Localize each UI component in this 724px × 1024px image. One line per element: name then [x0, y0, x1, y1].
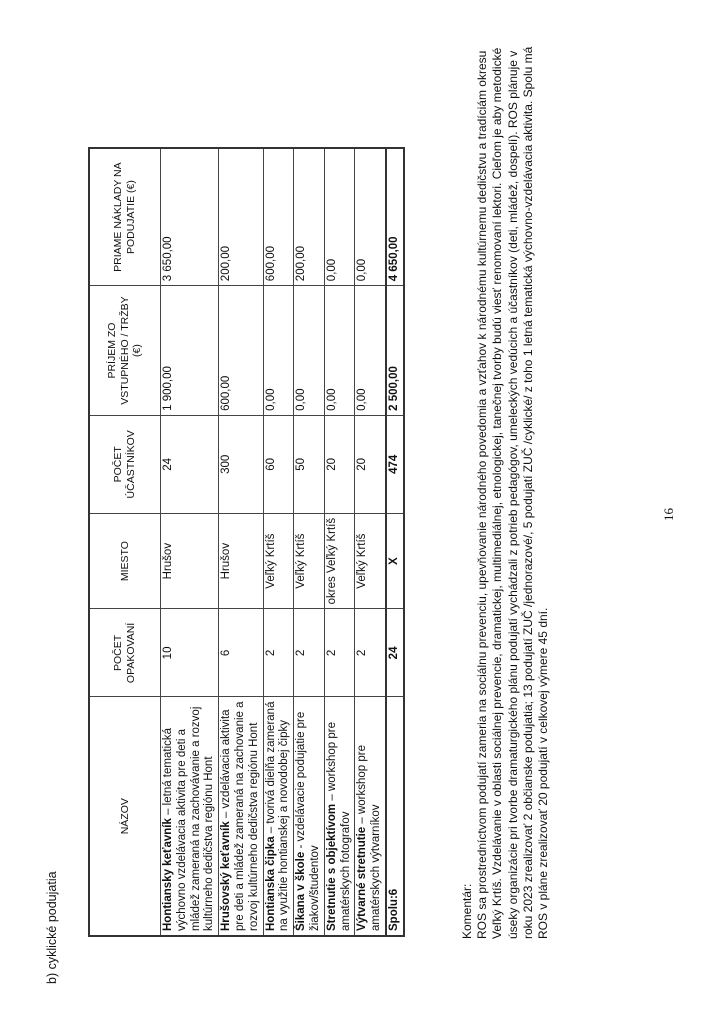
event-title: Hrušovský keťavník [220, 821, 233, 931]
comment-text: ROS sa prostredníctvom podujatí zameria na sociálnu prevenciu, upevňovanie národného povedomia a vzťahov k národnému kultúrnemu dedičstvu a tradíciám okresu Veľký Krtíš. Vzdelávanie v oblasti sociálnej prevencie, dramatickej, multimediálnej, etnologickej, tanečnej tvorby budú viesť renomovaní lektori. Cieľom je aby metodické úseky organizácie pri tvorbe dramaturgického plánu podujatí vychádzali z potrieb pedagógov, umeleckých vedúcich a účastníkov (deti, mládež, dospelí). ROS plánuje v roku 2023 zrealizovať 2 občianske podujatia; 13 podujatí ZUČ /jednorazové/, 5 podujatí ZUČ /cyklické/ z toho 1 letná tematická výchovno-vzdelávacia aktivita. Spolu má ROS v pláne zrealizovať 20 podujatí v celkovej výmere 45 dní. [475, 46, 551, 939]
cell-name [324, 697, 355, 936]
cell-participants: 24 [161, 415, 219, 513]
cell-costs: 200,00 [294, 148, 325, 286]
table-total-row [386, 148, 404, 936]
event-description: – workshop pre amatérskych výtvarníkov [356, 744, 383, 931]
total-costs: 4 650,00 [386, 148, 404, 286]
event-title: Stretnutie s objektívom [325, 803, 338, 931]
header-income: PRÍJEM ZO VSTUPNÉHO / TRŽBY (€) [89, 286, 161, 416]
cell-place: Hrušov [219, 513, 263, 609]
table-row [219, 148, 263, 936]
cell-repetitions: 2 [324, 609, 355, 697]
cell-costs: 200,00 [219, 148, 263, 286]
event-title: Šikana v škole [295, 851, 308, 931]
cell-name [355, 697, 386, 936]
event-title: Výtvarné stretnutie [356, 826, 369, 931]
cell-income: 0,00 [324, 286, 355, 416]
event-description: - vzdelávacie podujatie pre žiakov/študentov [295, 711, 321, 931]
cell-costs: 3 650,00 [161, 148, 219, 286]
cell-place: Veľký Krtíš [355, 513, 386, 609]
event-description: – letná tematická výchovno vzdelávacia aktivita pre deti a mládež zameraná na zachovávanie a rozvoj kultúrneho dedičstva regiónu Hont [162, 706, 216, 931]
cell-name [219, 697, 263, 936]
comment-label: Komentár: [460, 883, 474, 939]
page-number: 16 [661, 508, 676, 521]
cell-place: Hrušov [161, 513, 219, 609]
table-row [294, 148, 325, 936]
cell-repetitions: 6 [219, 609, 263, 697]
table-row [324, 148, 355, 936]
total-place: X [386, 513, 404, 609]
table-row [355, 148, 386, 936]
cell-income: 1 900,00 [161, 286, 219, 416]
section-heading: b) cyklické podujatia [45, 871, 59, 984]
event-title: Hontianska čipka [264, 836, 277, 931]
event-description: – tvorivá dielňa zameraná na využitie hontianskej a novodobej čipky [264, 701, 291, 931]
cell-participants: 300 [219, 415, 263, 513]
cell-income: 0,00 [294, 286, 325, 416]
header-name: NÁZOV [89, 697, 161, 936]
cell-name [161, 697, 219, 936]
total-repetitions: 24 [386, 609, 404, 697]
cell-participants: 50 [294, 415, 325, 513]
header-place: MIESTO [89, 513, 161, 609]
event-description: – workshop pre amatérskych fotografov [325, 722, 352, 931]
table-header-row [89, 148, 161, 936]
cell-repetitions: 2 [294, 609, 325, 697]
table-row [161, 148, 219, 936]
cell-place: okres Veľký Krtíš [324, 513, 355, 609]
cell-participants: 20 [355, 415, 386, 513]
total-income: 2 500,00 [386, 286, 404, 416]
cell-participants: 20 [324, 415, 355, 513]
cell-repetitions: 10 [161, 609, 219, 697]
cell-place: Veľký Krtíš [263, 513, 294, 609]
event-title: Hontiansky keťavník [162, 818, 174, 931]
cell-income: 600,00 [219, 286, 263, 416]
cell-repetitions: 2 [355, 609, 386, 697]
total-participants: 474 [386, 415, 404, 513]
cell-name [263, 697, 294, 936]
header-costs: PRIAME NÁKLADY NA PODUJATIE (€) [89, 148, 161, 286]
events-table [88, 147, 405, 937]
cell-income: 0,00 [355, 286, 386, 416]
total-label: Spolu:6 [386, 697, 404, 936]
table-row [263, 148, 294, 936]
cell-participants: 60 [263, 415, 294, 513]
cell-name [294, 697, 325, 936]
cell-income: 0,00 [263, 286, 294, 416]
cell-place: Veľký Krtíš [294, 513, 325, 609]
cell-repetitions: 2 [263, 609, 294, 697]
header-repetitions: POČET OPAKOVANÍ [89, 609, 161, 697]
header-participants: POČET ÚČASTNÍKOV [89, 415, 161, 513]
cell-costs: 600,00 [263, 148, 294, 286]
cell-costs: 0,00 [324, 148, 355, 286]
event-description: – vzdelávacia aktivita pre deti a mládež zameraná na zachovanie a rozvoj kultúrneho dedičstva regiónu Hont [220, 701, 260, 931]
comment-block [460, 39, 551, 939]
cell-costs: 0,00 [355, 148, 386, 286]
